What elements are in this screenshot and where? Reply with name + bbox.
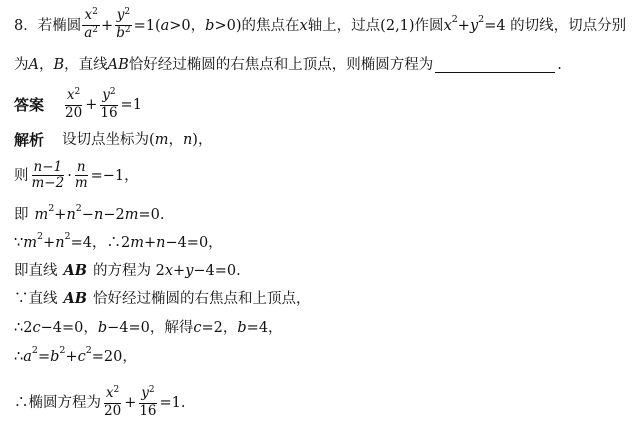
question-number: 8．	[14, 17, 38, 34]
answer-label: 答案	[14, 95, 45, 114]
solution-line-6: ∵直线 AB 恰好经过椭圆的右焦点和上顶点，	[14, 290, 311, 307]
question-line-2: 为 A ， B ，直线 AB 恰好经过椭圆的右焦点和上顶点，则椭圆方程为 .	[14, 57, 562, 73]
fraction-x2-a2: $\frac{x^2}{a^2}$	[84, 7, 99, 41]
solution-line-7: ∴2 c −4=0， b −4=0，解得 c =2， b =4，	[14, 320, 283, 336]
answer-fraction-x: $\frac{x^2}{20}$	[65, 87, 83, 121]
question-line-1: 8． 若椭圆 $\frac{x^2}{a^2}$ + $\frac{y^2}{b^2}$ =1( a >0， b >0)的焦点在 x 轴上，过点(2,1)作圆 x $^2$ + y $^2$ =4 的切线，切点分别	[14, 7, 627, 41]
slope-fraction-1: $\frac{n-1}{m-2}$	[31, 159, 65, 191]
solution-line-4: ∵ m $^2$ + n $^2$ =4，∴2 m + n −4=0，	[14, 231, 223, 251]
slope-fraction-2: $\frac{n}{m}$	[74, 159, 88, 191]
solution-line-9: ∴椭圆方程为 $\frac{x^2}{20}$ + $\frac{y^2}{16}$ =1.	[14, 385, 186, 419]
answer-fraction-y: $\frac{y^2}{16}$	[100, 87, 118, 121]
solution-label: 解析	[14, 131, 45, 149]
solution-line-8: ∴ a $^2$ = b $^2$ + c $^2$ =20，	[14, 345, 137, 365]
solution-line-5: 即直线 AB 的方程为 2 x + y −4=0.	[14, 262, 241, 279]
solution-line-1: 解析 设切点坐标为( m ， n )，	[14, 131, 213, 149]
question-text: 若椭圆	[37, 17, 82, 34]
solution-line-3: 即 m $^2$ + n $^2$ − n −2 m =0.	[14, 203, 165, 223]
answer-blank	[435, 58, 555, 73]
result-fraction-x: $\frac{x^2}{20}$	[104, 385, 122, 419]
result-fraction-y: $\frac{y^2}{16}$	[139, 385, 157, 419]
solution-line-2: 则 $\frac{n-1}{m-2}$ · $\frac{n}{m}$ =−1，	[14, 159, 139, 191]
fraction-y2-b2: $\frac{y^2}{b^2}$	[116, 7, 131, 41]
answer-line: 答案 $\frac{x^2}{20}$ + $\frac{y^2}{16}$ =1	[14, 87, 142, 121]
